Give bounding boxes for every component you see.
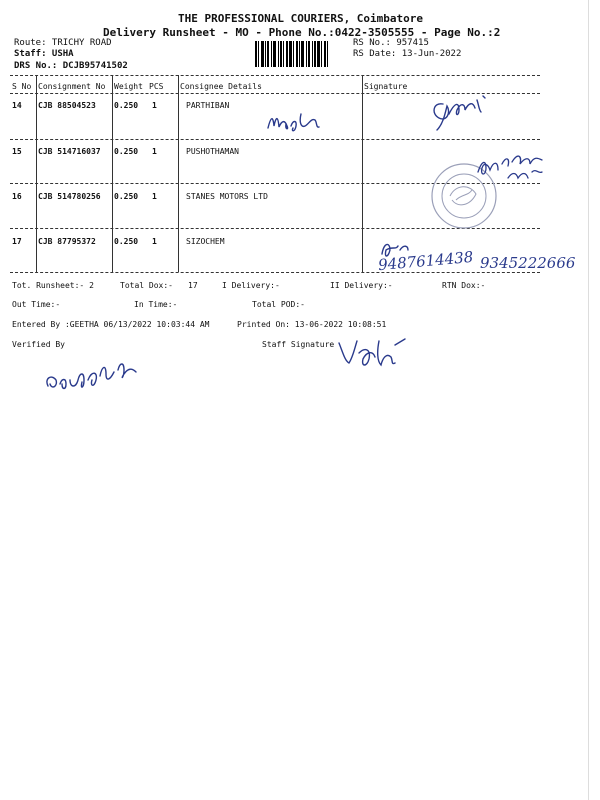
total-runsheet: Tot. Runsheet:- 2 [12, 281, 94, 290]
rs-date: RS Date: 13-Jun-2022 [353, 49, 462, 59]
row-sno: 14 [12, 101, 22, 110]
staff-label: Staff: USHA [14, 49, 74, 59]
column-divider [36, 75, 37, 272]
row-weight: 0.250 [114, 101, 139, 110]
row-consignee: PUSHOTHAMAN [186, 147, 239, 156]
row-consignee: PARTHIBAN [186, 101, 230, 110]
company-title: THE PROFESSIONAL COURIERS, Coimbatore [178, 12, 424, 25]
staff-signature-label: Staff Signature [262, 340, 335, 349]
row-consignee: SIZOCHEM [186, 237, 225, 246]
drs-number: DRS No.: DCJB95741502 [14, 61, 128, 71]
verified-by-label: Verified By [12, 340, 65, 349]
table-top-rule [10, 75, 540, 76]
barcode [255, 41, 337, 67]
row-sno: 17 [12, 237, 22, 246]
column-divider [178, 75, 179, 272]
row-pcs: 1 [152, 147, 157, 156]
row-sno: 15 [12, 147, 22, 156]
handwritten-signature-row16-text [460, 140, 461, 141]
route-label: Route: TRICHY ROAD [14, 38, 112, 48]
column-divider [362, 75, 363, 272]
total-dox-value: 17 [188, 281, 198, 290]
row-weight: 0.250 [114, 237, 139, 246]
column-divider [112, 75, 113, 272]
col-header-pcs: PCS [149, 82, 164, 91]
handwritten-signature-row14 [425, 92, 495, 132]
row-consignment: CJB 88504523 [38, 101, 96, 110]
row-sno: 16 [12, 192, 22, 201]
staff-signature-mark [335, 335, 415, 375]
i-delivery: I Delivery:- [222, 281, 280, 290]
row-pcs: 1 [152, 101, 157, 110]
rtn-dox: RTN Dox:- [442, 281, 486, 290]
row-pcs: 1 [152, 192, 157, 201]
row-weight: 0.250 [114, 147, 139, 156]
row-consignment: CJB 514716037 [38, 147, 101, 156]
col-header-consignment: Consignment No [38, 82, 106, 91]
col-header-consignee: Consignee Details [180, 82, 262, 91]
handwritten-phone-2: 9345222666 [480, 254, 576, 272]
col-header-weight: Weight [114, 82, 143, 91]
ii-delivery: II Delivery:- [330, 281, 393, 290]
total-pod: Total POD:- [252, 300, 305, 309]
out-time: Out Time:- [12, 300, 61, 309]
row-consignment: CJB 514780256 [38, 192, 101, 201]
scan-edge [588, 0, 589, 800]
runsheet-subtitle: Delivery Runsheet - MO - Phone No.:0422-3505555 - Page No.:2 [103, 26, 501, 39]
total-dox-label: Total Dox:- [120, 281, 173, 290]
col-header-signature: Signature [364, 82, 408, 91]
verifier-signature [40, 350, 150, 400]
entered-by: Entered By :GEETHA 06/13/2022 10:03:44 AM [12, 320, 210, 329]
row-weight: 0.250 [114, 192, 139, 201]
row-pcs: 1 [152, 237, 157, 246]
row-consignment: CJB 87795372 [38, 237, 96, 246]
handwritten-signature-row16 [472, 142, 562, 190]
rs-number: RS No.: 957415 [353, 38, 429, 48]
handwritten-initials-row14 [265, 108, 325, 134]
printed-on: Printed On: 13-06-2022 10:08:51 [237, 320, 387, 329]
handwritten-phone-1: 9487614438 [377, 247, 475, 275]
in-time: In Time:- [134, 300, 178, 309]
col-header-sno: S No [12, 82, 32, 91]
row-consignee: STANES MOTORS LTD [186, 192, 268, 201]
